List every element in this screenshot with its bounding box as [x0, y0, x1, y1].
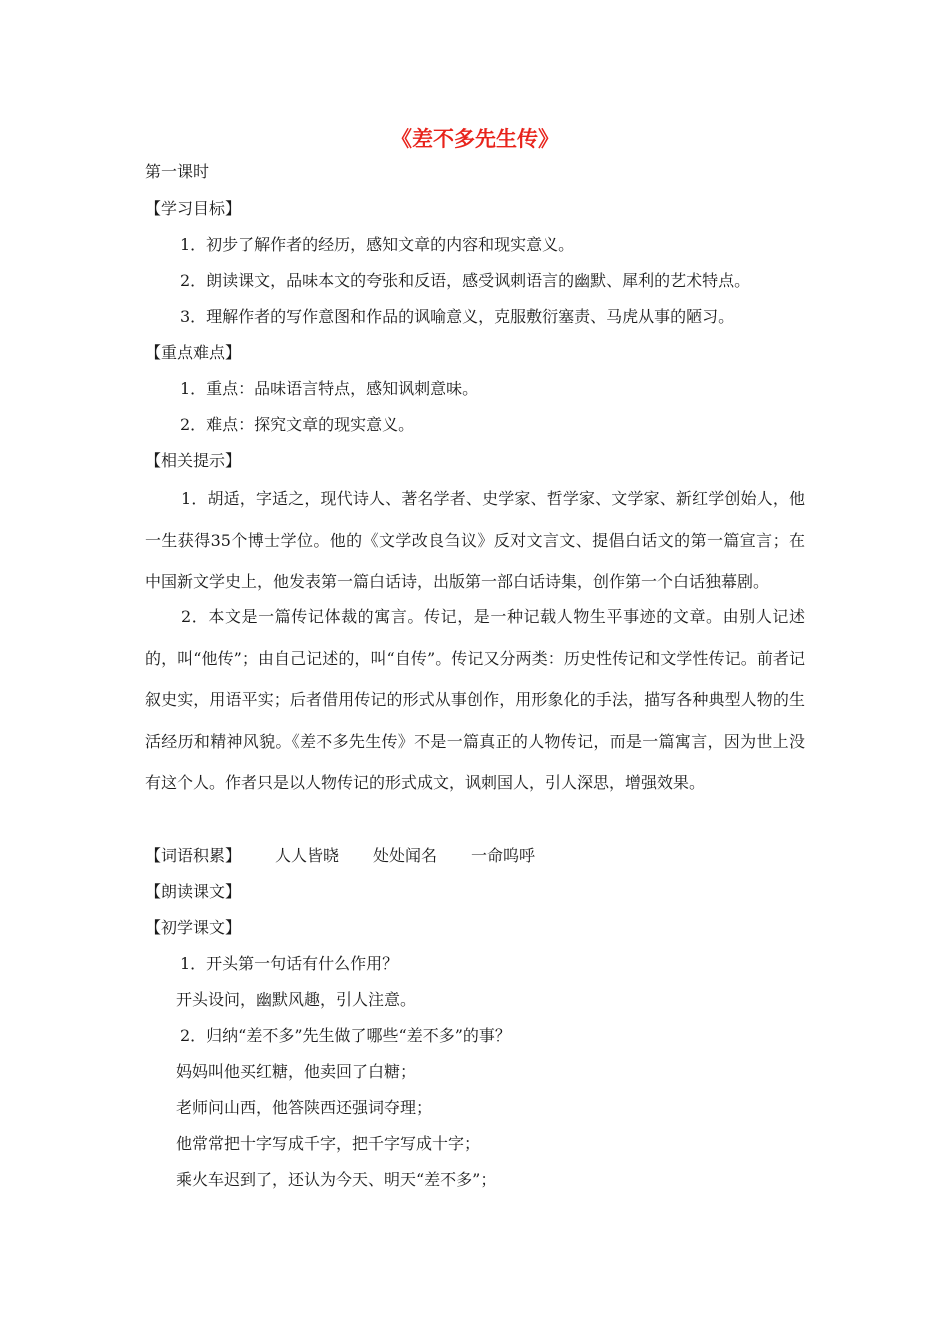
objective-item: 1．初步了解作者的经历，感知文章的内容和现实意义。 — [180, 235, 575, 254]
study-answer: 妈妈叫他买红糖，他卖回了白糖； — [176, 1062, 417, 1081]
study-question: 2．归纳“差不多”先生做了哪些“差不多”的事？ — [180, 1026, 511, 1045]
objective-item: 2．朗读课文，品味本文的夸张和反语，感受讽刺语言的幽默、犀利的艺术特点。 — [180, 271, 751, 290]
study-answer: 老师问山西，他答陕西还强词夺理； — [176, 1098, 433, 1117]
reading-heading: 【朗读课文】 — [145, 882, 242, 901]
objectives-heading: 【学习目标】 — [145, 199, 242, 218]
study-question: 1．开头第一句话有什么作用？ — [180, 954, 399, 973]
study-answer: 开头设问，幽默风趣，引人注意。 — [176, 990, 417, 1009]
tips-paragraph-1: 1．胡适，字适之，现代诗人、著名学者、史学家、哲学家、文学家、新红学创始人，他一生获得35个博士学位。他的《文学改良刍议》反对文言文、提倡白话文的第一篇宣言；在中国新文学史上，他发表第一篇白话诗，出版第一部白话诗集，创作第一个白话独幕剧。 — [145, 489, 805, 591]
objective-item: 3．理解作者的写作意图和作品的讽喻意义，克服敷衍塞责、马虎从事的陋习。 — [180, 307, 735, 326]
keypoint-item: 1．重点：品味语言特点，感知讽刺意味。 — [180, 379, 479, 398]
study-answer: 乘火车迟到了，还认为今天、明天“差不多”； — [176, 1170, 497, 1189]
lesson-label: 第一课时 — [145, 162, 210, 181]
keypoints-heading: 【重点难点】 — [145, 343, 242, 362]
study-answer: 他常常把十字写成千字，把千字写成十字； — [176, 1134, 481, 1153]
vocab-word: 处处闻名 — [373, 846, 438, 865]
vocab-heading: 【词语积累】 — [145, 846, 242, 865]
document-title: 《差不多先生传》 — [391, 127, 559, 151]
study-heading: 【初学课文】 — [145, 918, 242, 937]
vocab-word: 人人皆晓 — [275, 846, 340, 865]
tips-heading: 【相关提示】 — [145, 451, 242, 470]
vocab-row — [145, 844, 535, 868]
vocab-word: 一命呜呼 — [471, 846, 536, 865]
keypoint-item: 2．难点：探究文章的现实意义。 — [180, 415, 415, 434]
tips-paragraph-2: 2．本文是一篇传记体裁的寓言。传记，是一种记载人物生平事迹的文章。由别人记述的，叫“他传”；由自己记述的，叫“自传”。传记又分两类：历史性传记和文学性传记。前者记叙史实，用语平实；后者借用传记的形式从事创作，用形象化的手法，描写各种典型人物的生活经历和精神风貌。《差不多先生传》不是一篇真正的人物传记，而是一篇寓言，因为世上没有这个人。作者只是以人物传记的形式成文，讽刺国人，引人深思，增强效果。 — [145, 607, 805, 792]
